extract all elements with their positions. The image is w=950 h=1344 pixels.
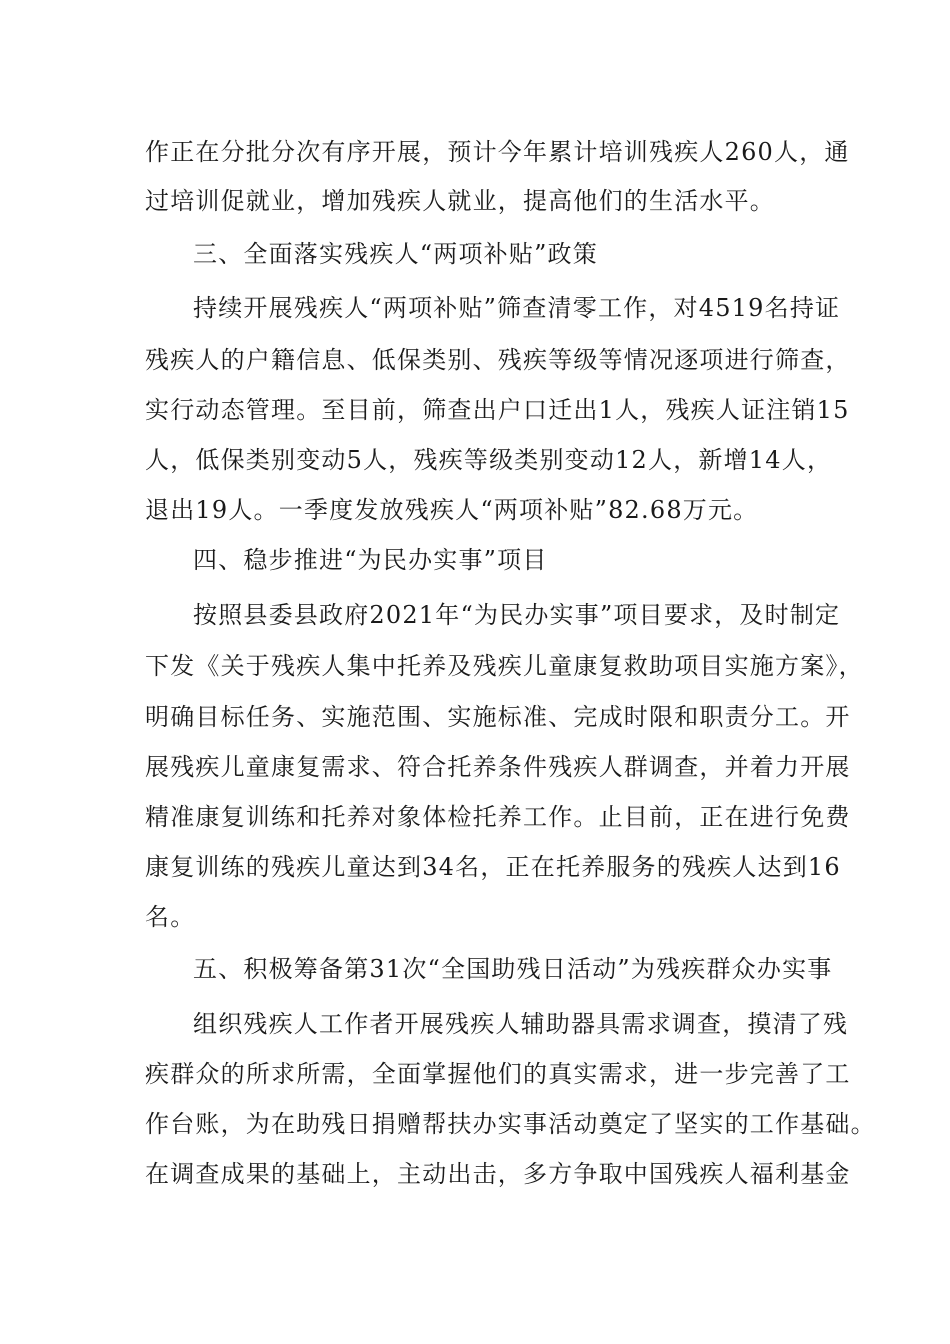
- section-heading: 三、全面落实残疾人“两项补贴”政策: [193, 240, 598, 268]
- body-text-line: 疾群众的所求所需，全面掌握他们的真实需求，进一步完善了工: [145, 1060, 851, 1088]
- body-text-line: 展残疾儿童康复需求、符合托养条件残疾人群调查，并着力开展: [145, 753, 851, 781]
- body-text-line: 在调查成果的基础上，主动出击，多方争取中国残疾人福利基金: [145, 1160, 851, 1188]
- body-text-line: 残疾人的户籍信息、低保类别、残疾等级等情况逐项进行筛查，: [145, 346, 851, 374]
- body-text-line: 实行动态管理。至目前，筛查出户口迁出1人，残疾人证注销15: [145, 396, 850, 424]
- body-text-line: 作台账，为在助残日捐赠帮扶办实事活动奠定了坚实的工作基础。: [145, 1110, 876, 1138]
- section-heading: 五、积极筹备第31次“全国助残日活动”为残疾群众办实事: [193, 955, 833, 983]
- body-text-line: 退出19人。一季度发放残疾人“两项补贴”82.68万元。: [145, 496, 759, 524]
- body-text-line: 组织残疾人工作者开展残疾人辅助器具需求调查，摸清了残: [193, 1010, 849, 1038]
- body-text-line: 过培训促就业，增加残疾人就业，提高他们的生活水平。: [145, 187, 775, 215]
- body-text-line: 精准康复训练和托养对象体检托养工作。止目前，正在进行免费: [145, 803, 851, 831]
- body-text-line: 作正在分批分次有序开展，预计今年累计培训残疾人260人，通: [145, 138, 850, 166]
- body-text-line: 明确目标任务、实施范围、实施标准、完成时限和职责分工。开: [145, 703, 851, 731]
- body-text-line: 按照县委县政府2021年“为民办实事”项目要求，及时制定: [193, 601, 841, 629]
- body-text-line: 康复训练的残疾儿童达到34名，正在托养服务的残疾人达到16: [145, 853, 841, 881]
- body-text-line: 下发《关于残疾人集中托养及残疾儿童康复救助项目实施方案》，: [145, 652, 864, 680]
- section-heading: 四、稳步推进“为民办实事”项目: [193, 546, 548, 574]
- body-text-line: 人，低保类别变动5人，残疾等级类别变动12人，新增14人，: [145, 446, 833, 474]
- body-text-line: 名。: [145, 903, 196, 931]
- body-text-line: 持续开展残疾人“两项补贴”筛查清零工作，对4519名持证: [193, 294, 841, 322]
